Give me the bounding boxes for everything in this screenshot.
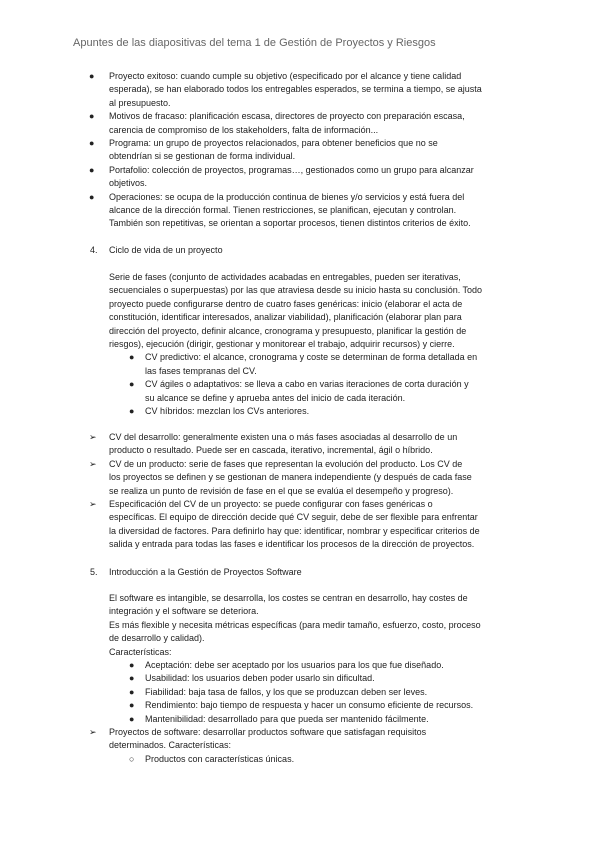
arrow-item-line: la diversidad de factores. Para definirlo hay que: identificar, nombrar y especificar criterios de xyxy=(109,525,480,536)
bullet-item-line: objetivos. xyxy=(109,178,148,189)
arrow-marker: ➢ xyxy=(89,499,97,509)
document-header: Apuntes de las diapositivas del tema 1 de Gestión de Proyectos y Riesgos xyxy=(73,37,436,49)
section-paragraph-line: Características: xyxy=(109,646,172,657)
sub-bullet-item-line: CV ágiles o adaptativos: se lleva a cabo en varias iteraciones de corta duración y xyxy=(145,379,469,390)
section-paragraph-line: Es más flexible y necesita métricas específicas (para medir tamaño, esfuerzo, costo, proceso xyxy=(109,619,481,630)
section-paragraph-line: de desarrollo y calidad). xyxy=(109,633,205,644)
characteristic-item: Aceptación: debe ser aceptado por los usuarios para los que fue diseñado. xyxy=(145,660,444,670)
section-paragraph-line: El software es intangible, se desarrolla, los costes se centran en desarrollo, hay costes de xyxy=(109,593,468,603)
arrow-item-line: específicas. El equipo de dirección decide qué CV seguir, debe de ser flexible para enfrentar xyxy=(109,512,478,523)
circle-marker: ○ xyxy=(129,753,135,764)
section-number: 5. xyxy=(90,567,98,577)
bullet-item-line: obtendrían si se gestionan de forma individual. xyxy=(109,151,296,162)
arrow-item-line: salida y entrada para todas las fases e identificar los procesos de la dirección de proyectos. xyxy=(109,539,475,550)
section-paragraph-line: secuenciales o superpuestas) por las que atraviesa desde su inicio hasta su conclusión. Todo xyxy=(109,285,483,296)
arrow-item-line: determinados. Características: xyxy=(109,740,232,751)
sub-bullet-marker: ● xyxy=(129,406,135,416)
section-paragraph-line: Serie de fases (conjunto de actividades acabadas en entregables, pueden ser iterativas, xyxy=(109,272,461,282)
bullet-item-line: esperada), se han elaborado todos los entregables esperados, se termina a tiempo, se ajusta xyxy=(109,84,482,95)
arrow-marker: ➢ xyxy=(89,458,97,469)
arrow-item-line: los proyectos se definen y se gestionan de manera independiente (y después de cada fase xyxy=(109,472,472,483)
characteristic-item: Rendimiento: bajo tiempo de respuesta y hacer un consumo eficiente de recursos. xyxy=(145,700,474,711)
sub-bullet-marker: ● xyxy=(129,700,135,711)
bullet-item-line: carencia de compromiso de los stakeholders, falta de información... xyxy=(109,124,379,135)
section-paragraph-line: integración y el software se deteriora. xyxy=(109,606,259,617)
sub-bullet-marker: ● xyxy=(129,673,135,684)
circle-item: Productos con características únicas. xyxy=(145,753,295,764)
sub-bullet-item-line: CV híbridos: mezclan los CVs anteriores. xyxy=(145,406,310,416)
bullet-item-line: Operaciones: se ocupa de la producción continua de bienes y/o servicios y está fuera del xyxy=(109,191,465,202)
section-paragraph-line: proyecto puede configurarse dentro de cuatro fases genéricas: inicio (elaborar el acta de xyxy=(109,298,463,309)
section-paragraph-line: riesgos), ejecución (dirigir, gestionar y monitorear el trabajo, adquirir recursos) y cierre. xyxy=(109,339,455,349)
arrow-item-line: Especificación del CV de un proyecto: se puede configurar con fases genéricas o xyxy=(109,499,433,509)
bullet-item-line: Portafolio: colección de proyectos, programas…, gestionados como un grupo para alcanzar xyxy=(109,164,474,175)
bullet-item-line: Proyecto exitoso: cuando cumple su objetivo (especificado por el alcance y tiene calidad xyxy=(109,71,462,81)
bullet-item-line: También son repetitivas, se orientan a soportar procesos, tienen distintos criterios de éxito. xyxy=(109,218,471,229)
bullet-marker: ● xyxy=(89,111,95,122)
bullet-item-line: Programa: un grupo de proyectos relacionados, para obtener beneficios que no se xyxy=(109,138,438,148)
sub-bullet-marker: ● xyxy=(129,660,135,670)
sub-bullet-marker: ● xyxy=(129,713,135,724)
sub-bullet-item-line: las fases tempranas del CV. xyxy=(145,365,257,376)
section-number: 4. xyxy=(90,245,98,255)
bullet-item-line: al presupuesto. xyxy=(109,97,171,108)
arrow-item-line: CV del desarrollo: generalmente existen una o más fases asociadas al desarrollo de un xyxy=(109,432,458,442)
arrow-item-line: producto o resultado. Puede ser en cascada, iterativo, incremental, ágil o híbrido. xyxy=(109,445,433,456)
characteristic-item: Usabilidad: los usuarios deben poder usarlo sin dificultad. xyxy=(145,673,375,684)
section-title: Ciclo de vida de un proyecto xyxy=(109,245,223,255)
bullet-marker: ● xyxy=(89,138,95,148)
characteristic-item: Mantenibilidad: desarrollado para que pueda ser mantenido fácilmente. xyxy=(145,713,429,724)
arrow-item-line: CV de un producto: serie de fases que representan la evolución del producto. Los CV de xyxy=(109,458,463,469)
arrow-item-line: se realiza un punto de revisión de fase en el que se evalúa el desempeño y progreso). xyxy=(109,485,454,496)
arrow-marker: ➢ xyxy=(89,727,97,737)
section-paragraph-line: constitución, identificar interesados, analizar viabilidad), planificación (elaborar plan para xyxy=(109,312,462,323)
sub-bullet-item-line: su alcance se define y aprueba antes del inicio de cada iteración. xyxy=(145,392,406,403)
bullet-marker: ● xyxy=(89,164,95,175)
arrow-marker: ➢ xyxy=(89,432,97,442)
characteristic-item: Fiabilidad: baja tasa de fallos, y los que se produzcan deben ser leves. xyxy=(145,686,428,697)
sub-bullet-marker: ● xyxy=(129,352,135,363)
section-paragraph-line: dirección del proyecto, definir alcance, cronograma y presupuesto, planificar la gestión de xyxy=(109,325,467,336)
bullet-marker: ● xyxy=(89,191,95,202)
bullet-marker: ● xyxy=(89,71,95,81)
sub-bullet-marker: ● xyxy=(129,379,135,390)
bullet-item-line: Motivos de fracaso: planificación escasa, directores de proyecto con preparación escasa, xyxy=(109,111,465,122)
sub-bullet-marker: ● xyxy=(129,686,135,697)
sub-bullet-item-line: CV predictivo: el alcance, cronograma y coste se determinan de forma detallada en xyxy=(145,352,478,363)
section-title: Introducción a la Gestión de Proyectos Software xyxy=(109,567,302,577)
arrow-item-line: Proyectos de software: desarrollar productos software que satisfagan requisitos xyxy=(109,727,427,737)
bullet-item-line: alcance de la dirección formal. Tienen restricciones, se planifican, ejecutan y controlan. xyxy=(109,205,457,215)
